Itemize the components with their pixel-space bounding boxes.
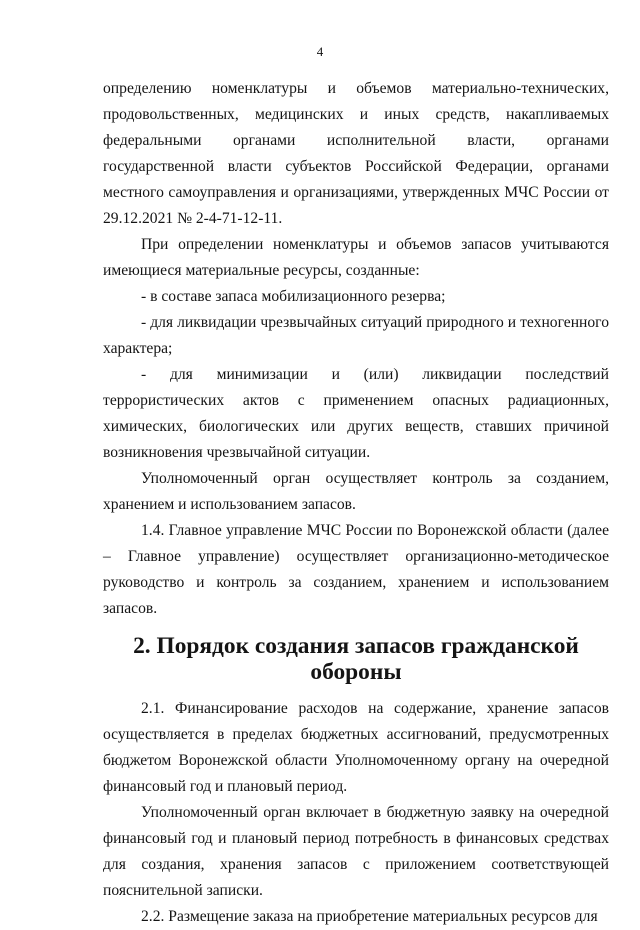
paragraph-resources-intro: При определении номенклатуры и объемов запасов учитываются имеющиеся материальные ресурсы, созданные: [103, 236, 609, 279]
paragraph-budget-request: Уполномоченный орган включает в бюджетную заявку на очередной финансовый год и плановый период потребность в финансовых средствах для создания, хранения запасов с приложением соответствующей пояснительной записки. [103, 804, 609, 899]
list-item-terrorism-consequences: - для минимизации и (или) ликвидации последствий террористических актов с применением опасных радиационных, химических, биологических или других веществ, ставших причиной возникновения чрезвычайной ситуации. [103, 366, 609, 461]
paragraph-control: Уполномоченный орган осуществляет контроль за созданием, хранением и использованием запасов. [103, 470, 609, 513]
document-body [103, 76, 609, 930]
paragraph-nomenclature-continuation: определению номенклатуры и объемов материально-технических, продовольственных, медицинских и иных средств, накапливаемых федеральными органами исполнительной власти, органами государственной власти субъектов Российской Федерации, органами местного самоуправления и организациями, утвержденных МЧС России от 29.12.2021 № 2-4-71-12-11. [103, 80, 609, 227]
paragraph-1-4: 1.4. Главное управление МЧС России по Воронежской области (далее – Главное управление) осуществляет организационно-методическое руководство и контроль за созданием, хранением и использованием запасов. [103, 522, 609, 617]
list-item-mobilization-reserve: - в составе запаса мобилизационного резерва; [141, 288, 446, 305]
page-number: 4 [316, 44, 324, 59]
list-item-emergency-liquidation: - для ликвидации чрезвычайных ситуаций природного и техногенного характера; [103, 314, 609, 357]
section-heading-2: 2. Порядок создания запасов гражданской обороны [133, 633, 579, 685]
paragraph-2-1: 2.1. Финансирование расходов на содержание, хранение запасов осуществляется в пределах бюджетных ассигнований, предусмотренных бюджетом Воронежской области Уполномоченному органу на очередной финансовый год и плановый период. [103, 700, 609, 795]
paragraph-2-2: 2.2. Размещение заказа на приобретение материальных ресурсов для [141, 908, 598, 925]
